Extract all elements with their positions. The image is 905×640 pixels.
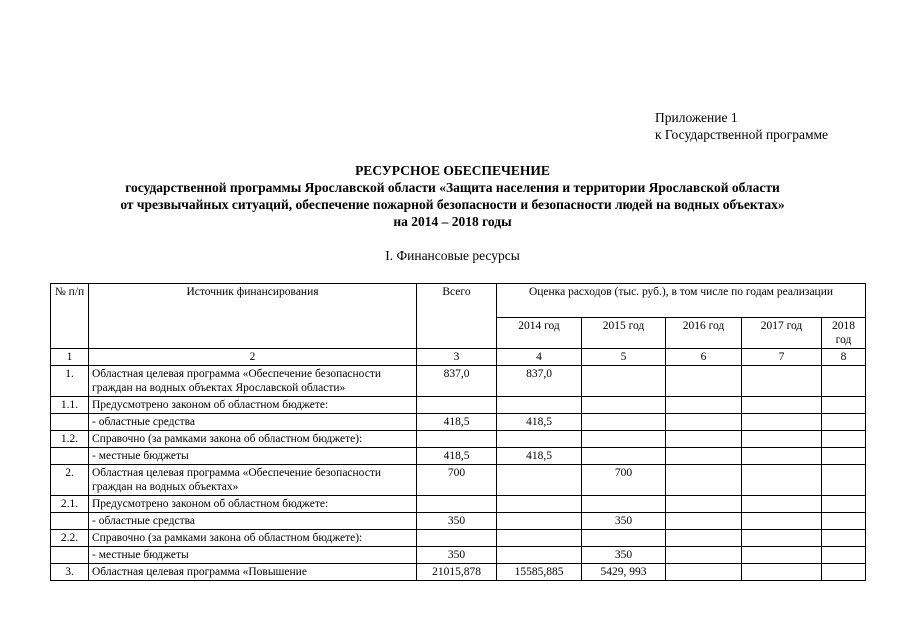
table-row <box>51 414 866 431</box>
row-num <box>51 414 89 431</box>
header-year-2018: 2018 год <box>822 318 866 349</box>
row-2017 <box>742 448 822 465</box>
appendix-line-1: Приложение 1 <box>655 110 738 125</box>
row-source: Предусмотрено законом об областном бюджете: <box>89 496 417 513</box>
row-2017 <box>742 431 822 448</box>
row-2017 <box>742 414 822 431</box>
row-2018 <box>822 564 866 581</box>
row-2015 <box>582 496 666 513</box>
row-source: - местные бюджеты <box>89 448 417 465</box>
row-2017 <box>742 547 822 564</box>
row-2014: 837,0 <box>497 366 582 397</box>
row-2015 <box>582 397 666 414</box>
row-2014 <box>497 431 582 448</box>
row-source: Областная целевая программа «Обеспечение безопасности граждан на водных объектах» <box>89 465 417 496</box>
title-line-3: от чрезвычайных ситуаций, обеспечение пожарной безопасности и безопасности людей на водных объектах» <box>120 197 785 212</box>
row-num <box>51 448 89 465</box>
col-number: 6 <box>666 349 742 366</box>
row-2014 <box>497 530 582 547</box>
row-2017 <box>742 465 822 496</box>
header-year-2014: 2014 год <box>497 318 582 349</box>
row-2016 <box>666 414 742 431</box>
row-num: 1.1. <box>51 397 89 414</box>
row-2015: 350 <box>582 547 666 564</box>
col-number: 2 <box>89 349 417 366</box>
row-total: 350 <box>417 547 497 564</box>
row-num <box>51 547 89 564</box>
row-2014 <box>497 513 582 530</box>
row-2018 <box>822 496 866 513</box>
row-2016 <box>666 431 742 448</box>
row-2018 <box>822 414 866 431</box>
row-2018 <box>822 530 866 547</box>
row-2018 <box>822 513 866 530</box>
row-2017 <box>742 564 822 581</box>
row-source: - областные средства <box>89 414 417 431</box>
row-source: Областная целевая программа «Повышение <box>89 564 417 581</box>
table-row <box>51 496 866 513</box>
col-number: 3 <box>417 349 497 366</box>
section-title: I. Финансовые ресурсы <box>385 248 520 263</box>
row-2015: 700 <box>582 465 666 496</box>
row-2014 <box>497 547 582 564</box>
row-total: 21015,878 <box>417 564 497 581</box>
table-row <box>51 547 866 564</box>
title-line-2: государственной программы Ярославской области «Защита населения и территории Ярославской области <box>125 180 780 195</box>
row-num: 2.1. <box>51 496 89 513</box>
row-total: 418,5 <box>417 448 497 465</box>
row-total <box>417 496 497 513</box>
row-2015 <box>582 530 666 547</box>
row-2016 <box>666 564 742 581</box>
row-total: 350 <box>417 513 497 530</box>
row-num: 3. <box>51 564 89 581</box>
row-total <box>417 530 497 547</box>
row-total: 700 <box>417 465 497 496</box>
row-source: Справочно (за рамками закона об областном бюджете): <box>89 431 417 448</box>
row-2016 <box>666 366 742 397</box>
title-line-4: на 2014 – 2018 годы <box>393 214 512 229</box>
col-number: 5 <box>582 349 666 366</box>
row-2017 <box>742 496 822 513</box>
row-2018 <box>822 448 866 465</box>
row-2014 <box>497 397 582 414</box>
row-total: 837,0 <box>417 366 497 397</box>
header-year-2015: 2015 год <box>582 318 666 349</box>
header-estimate: Оценка расходов (тыс. руб.), в том числе по годам реализации <box>497 284 866 318</box>
table-row <box>51 564 866 581</box>
row-source: - местные бюджеты <box>89 547 417 564</box>
row-2016 <box>666 448 742 465</box>
row-2015 <box>582 431 666 448</box>
document-title <box>0 162 905 230</box>
appendix-line-2: к Государственной программе <box>655 127 829 142</box>
header-year-2016: 2016 год <box>666 318 742 349</box>
row-num: 1. <box>51 366 89 397</box>
row-2016 <box>666 397 742 414</box>
row-num: 1.2. <box>51 431 89 448</box>
row-2015: 350 <box>582 513 666 530</box>
row-2018 <box>822 397 866 414</box>
row-2018 <box>822 465 866 496</box>
row-2016 <box>666 547 742 564</box>
col-number: 7 <box>742 349 822 366</box>
row-2014: 418,5 <box>497 448 582 465</box>
table-row <box>51 366 866 397</box>
row-2018 <box>822 547 866 564</box>
row-2018 <box>822 431 866 448</box>
row-2014 <box>497 465 582 496</box>
row-2014: 418,5 <box>497 414 582 431</box>
appendix-caption <box>655 109 828 143</box>
row-source: Справочно (за рамками закона об областном бюджете): <box>89 530 417 547</box>
row-2016 <box>666 496 742 513</box>
table-row <box>51 530 866 547</box>
row-2016 <box>666 465 742 496</box>
row-2016 <box>666 530 742 547</box>
table-row <box>51 448 866 465</box>
row-source: Областная целевая программа «Обеспечение безопасности граждан на водных объектах Ярославской области» <box>89 366 417 397</box>
title-line-1: РЕСУРСНОЕ ОБЕСПЕЧЕНИЕ <box>355 163 550 178</box>
row-2017 <box>742 513 822 530</box>
row-2017 <box>742 366 822 397</box>
row-num <box>51 513 89 530</box>
row-2015 <box>582 366 666 397</box>
row-num: 2.2. <box>51 530 89 547</box>
table-row <box>51 397 866 414</box>
row-2014: 15585,885 <box>497 564 582 581</box>
row-num: 2. <box>51 465 89 496</box>
row-source: - областные средства <box>89 513 417 530</box>
row-total: 418,5 <box>417 414 497 431</box>
column-numbers-row <box>51 349 866 366</box>
col-number: 4 <box>497 349 582 366</box>
row-source: Предусмотрено законом об областном бюджете: <box>89 397 417 414</box>
row-2017 <box>742 397 822 414</box>
resources-table <box>50 283 866 581</box>
row-total <box>417 397 497 414</box>
row-2015 <box>582 414 666 431</box>
header-source: Источник финансирования <box>89 284 417 349</box>
row-2018 <box>822 366 866 397</box>
table-row <box>51 465 866 496</box>
table-row <box>51 513 866 530</box>
row-2017 <box>742 530 822 547</box>
row-2016 <box>666 513 742 530</box>
col-number: 8 <box>822 349 866 366</box>
col-number: 1 <box>51 349 89 366</box>
row-2015: 5429, 993 <box>582 564 666 581</box>
header-total: Всего <box>417 284 497 349</box>
table-row <box>51 431 866 448</box>
row-2014 <box>497 496 582 513</box>
header-year-2017: 2017 год <box>742 318 822 349</box>
row-2015 <box>582 448 666 465</box>
header-num: № п/п <box>51 284 89 349</box>
row-total <box>417 431 497 448</box>
